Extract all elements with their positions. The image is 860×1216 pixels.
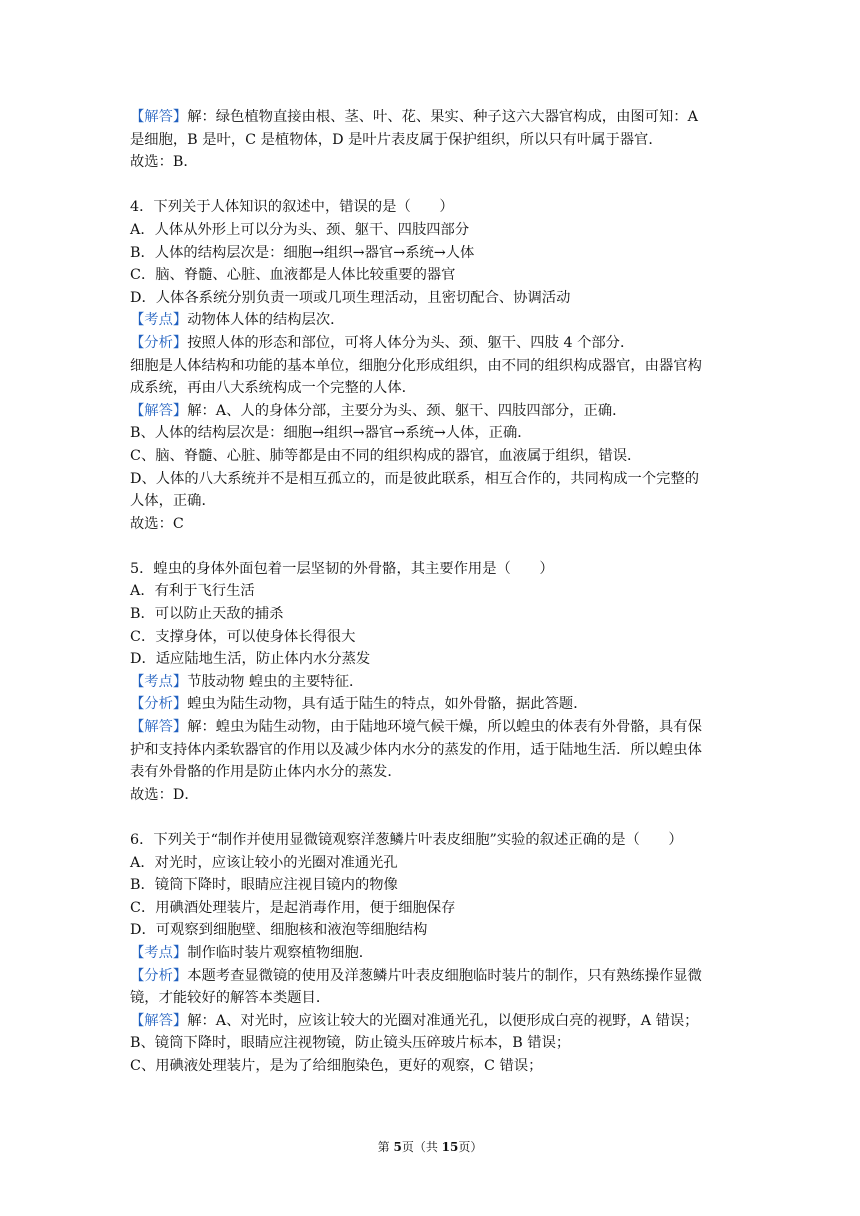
q5-option-a: A．有利于飞行生活 — [130, 583, 255, 600]
q5-fenxi-line-1: 【分析】蝗虫为陆生动物，具有适于陆生的特点，如外骨骼，据此答题． — [130, 696, 588, 713]
q4-stem: 4．下列关于人体知识的叙述中，错误的是（ ） — [130, 199, 454, 216]
fenxi-tag: 【分析】 — [130, 696, 188, 713]
q5-option-c: C．支撑身体，可以使身体长得很大 — [130, 628, 356, 645]
q6-option-d: D．可观察到细胞壁、细胞核和液泡等细胞结构 — [130, 922, 428, 939]
q5-choice: 故选：D． — [130, 786, 199, 803]
q4-fenxi-line-3: 成系统，再由八大系统构成一个完整的人体． — [130, 380, 416, 397]
page-number: 5 — [393, 1140, 402, 1154]
q6-answer-line-1: 【解答】解：A、对光时，应该让较大的光圈对准通光孔，以便形成白亮的视野，A 错误； — [130, 1012, 699, 1029]
q3-answer-line-1: 【解答】解：绿色植物直接由根、茎、叶、花、果实、种子这六大器官构成，由图可知：A — [130, 109, 698, 125]
kaodian-tag: 【考点】 — [130, 944, 188, 961]
q5-answer-line-1: 【解答】解：蝗虫为陆生动物，由于陆地环境气候干燥，所以蝗虫的体表有外骨骼，具有保 — [130, 719, 702, 736]
q4-fenxi-line-1: 【分析】按照人体的形态和部位，可将人体分为头、颈、躯干、四肢 4 个部分． — [130, 334, 635, 351]
q4-option-a: A．人体从外形上可以分为头、颈、躯干、四肢四部分 — [130, 221, 470, 238]
q6-option-c: C．用碘酒处理装片，是起消毒作用，便于细胞保存 — [130, 899, 456, 916]
q3-answer-line-2: 是细胞，B 是叶，C 是植物体，D 是叶片表皮属于保护组织，所以只有叶属于器官． — [130, 131, 663, 148]
answer-tag: 【解答】 — [130, 402, 188, 419]
q4-kaodian: 【考点】动物体人体的结构层次． — [130, 312, 345, 329]
q4-option-d: D．人体各系统分别负责一项或几项生理活动，且密切配合、协调活动 — [130, 289, 571, 306]
q5-kaodian: 【考点】节肢动物 蝗虫的主要特征． — [130, 673, 364, 690]
q4-choice: 故选：C — [130, 515, 184, 532]
q4-option-c: C．脑、脊髓、心脏、血液都是人体比较重要的器官 — [130, 267, 456, 284]
page-footer: 第 5页（共 15页） — [377, 1140, 483, 1154]
kaodian-tag: 【考点】 — [130, 312, 188, 329]
q6-option-b: B．镜筒下降时，眼睛应注视目镜内的物像 — [130, 877, 398, 894]
fenxi-tag: 【分析】 — [130, 334, 188, 351]
q6-kaodian: 【考点】制作临时装片观察植物细胞． — [130, 944, 374, 961]
q5-option-d: D．适应陆地生活，防止体内水分蒸发 — [130, 651, 371, 668]
q4-answer-line-1: 【解答】解：A、人的身体分部，主要分为头、颈、躯干、四肢四部分，正确． — [130, 402, 627, 419]
q4-answer-line-2: B、人体的结构层次是：细胞→组织→器官→系统→人体，正确． — [130, 425, 532, 442]
page-content — [130, 106, 740, 1078]
answer-tag: 【解答】 — [130, 719, 188, 736]
q4-answer-line-3: C、脑、脊髓、心脏、肺等都是由不同的组织构成的器官，血液属于组织，错误． — [130, 447, 642, 464]
q6-answer-line-3: C、用碘液处理装片，是为了给细胞染色，更好的观察，C 错误； — [130, 1057, 543, 1074]
kaodian-tag: 【考点】 — [130, 673, 188, 690]
fenxi-tag: 【分析】 — [130, 967, 188, 984]
q5-option-b: B．可以防止天敌的捕杀 — [130, 606, 284, 623]
total-pages: 15 — [441, 1140, 459, 1154]
q4-option-b: B．人体的结构层次是：细胞→组织→器官→系统→人体 — [130, 244, 475, 261]
q5-answer-line-2: 护和支持体内柔软器官的作用以及减少体内水分的蒸发的作用，适于陆地生活．所以蝗虫体 — [130, 741, 702, 758]
q4-answer-line-5: 人体，正确． — [130, 493, 216, 510]
q4-answer-line-4: D、人体的八大系统并不是相互孤立的，而是彼此联系，相互合作的，共同构成一个完整的 — [130, 470, 700, 487]
q3-choice: 故选：B． — [130, 154, 198, 171]
q6-option-a: A．对光时，应该让较小的光圈对准通光孔 — [130, 854, 398, 871]
q6-stem: 6．下列关于“制作并使用显微镜观察洋葱鳞片叶表皮细胞”实验的叙述正确的是（ ） — [130, 832, 683, 848]
answer-tag: 【解答】 — [130, 1012, 188, 1029]
q6-answer-line-2: B、镜筒下降时，眼睛应注视物镜，防止镜头压碎玻片标本，B 错误； — [130, 1035, 571, 1052]
q4-fenxi-line-2: 细胞是人体结构和功能的基本单位，细胞分化形成组织，由不同的组织构成器官，由器官构 — [130, 357, 702, 374]
q5-answer-line-3: 表有外骨骼的作用是防止体内水分的蒸发． — [130, 764, 402, 781]
answer-tag: 【解答】 — [130, 109, 188, 125]
q6-fenxi-line-1: 【分析】本题考查显微镜的使用及洋葱鳞片叶表皮细胞临时装片的制作，只有熟练操作显微 — [130, 967, 702, 984]
q5-stem: 5．蝗虫的身体外面包着一层坚韧的外骨骼，其主要作用是（ ） — [130, 560, 554, 577]
q6-fenxi-line-2: 镜，才能较好的解答本类题目． — [130, 990, 331, 1007]
